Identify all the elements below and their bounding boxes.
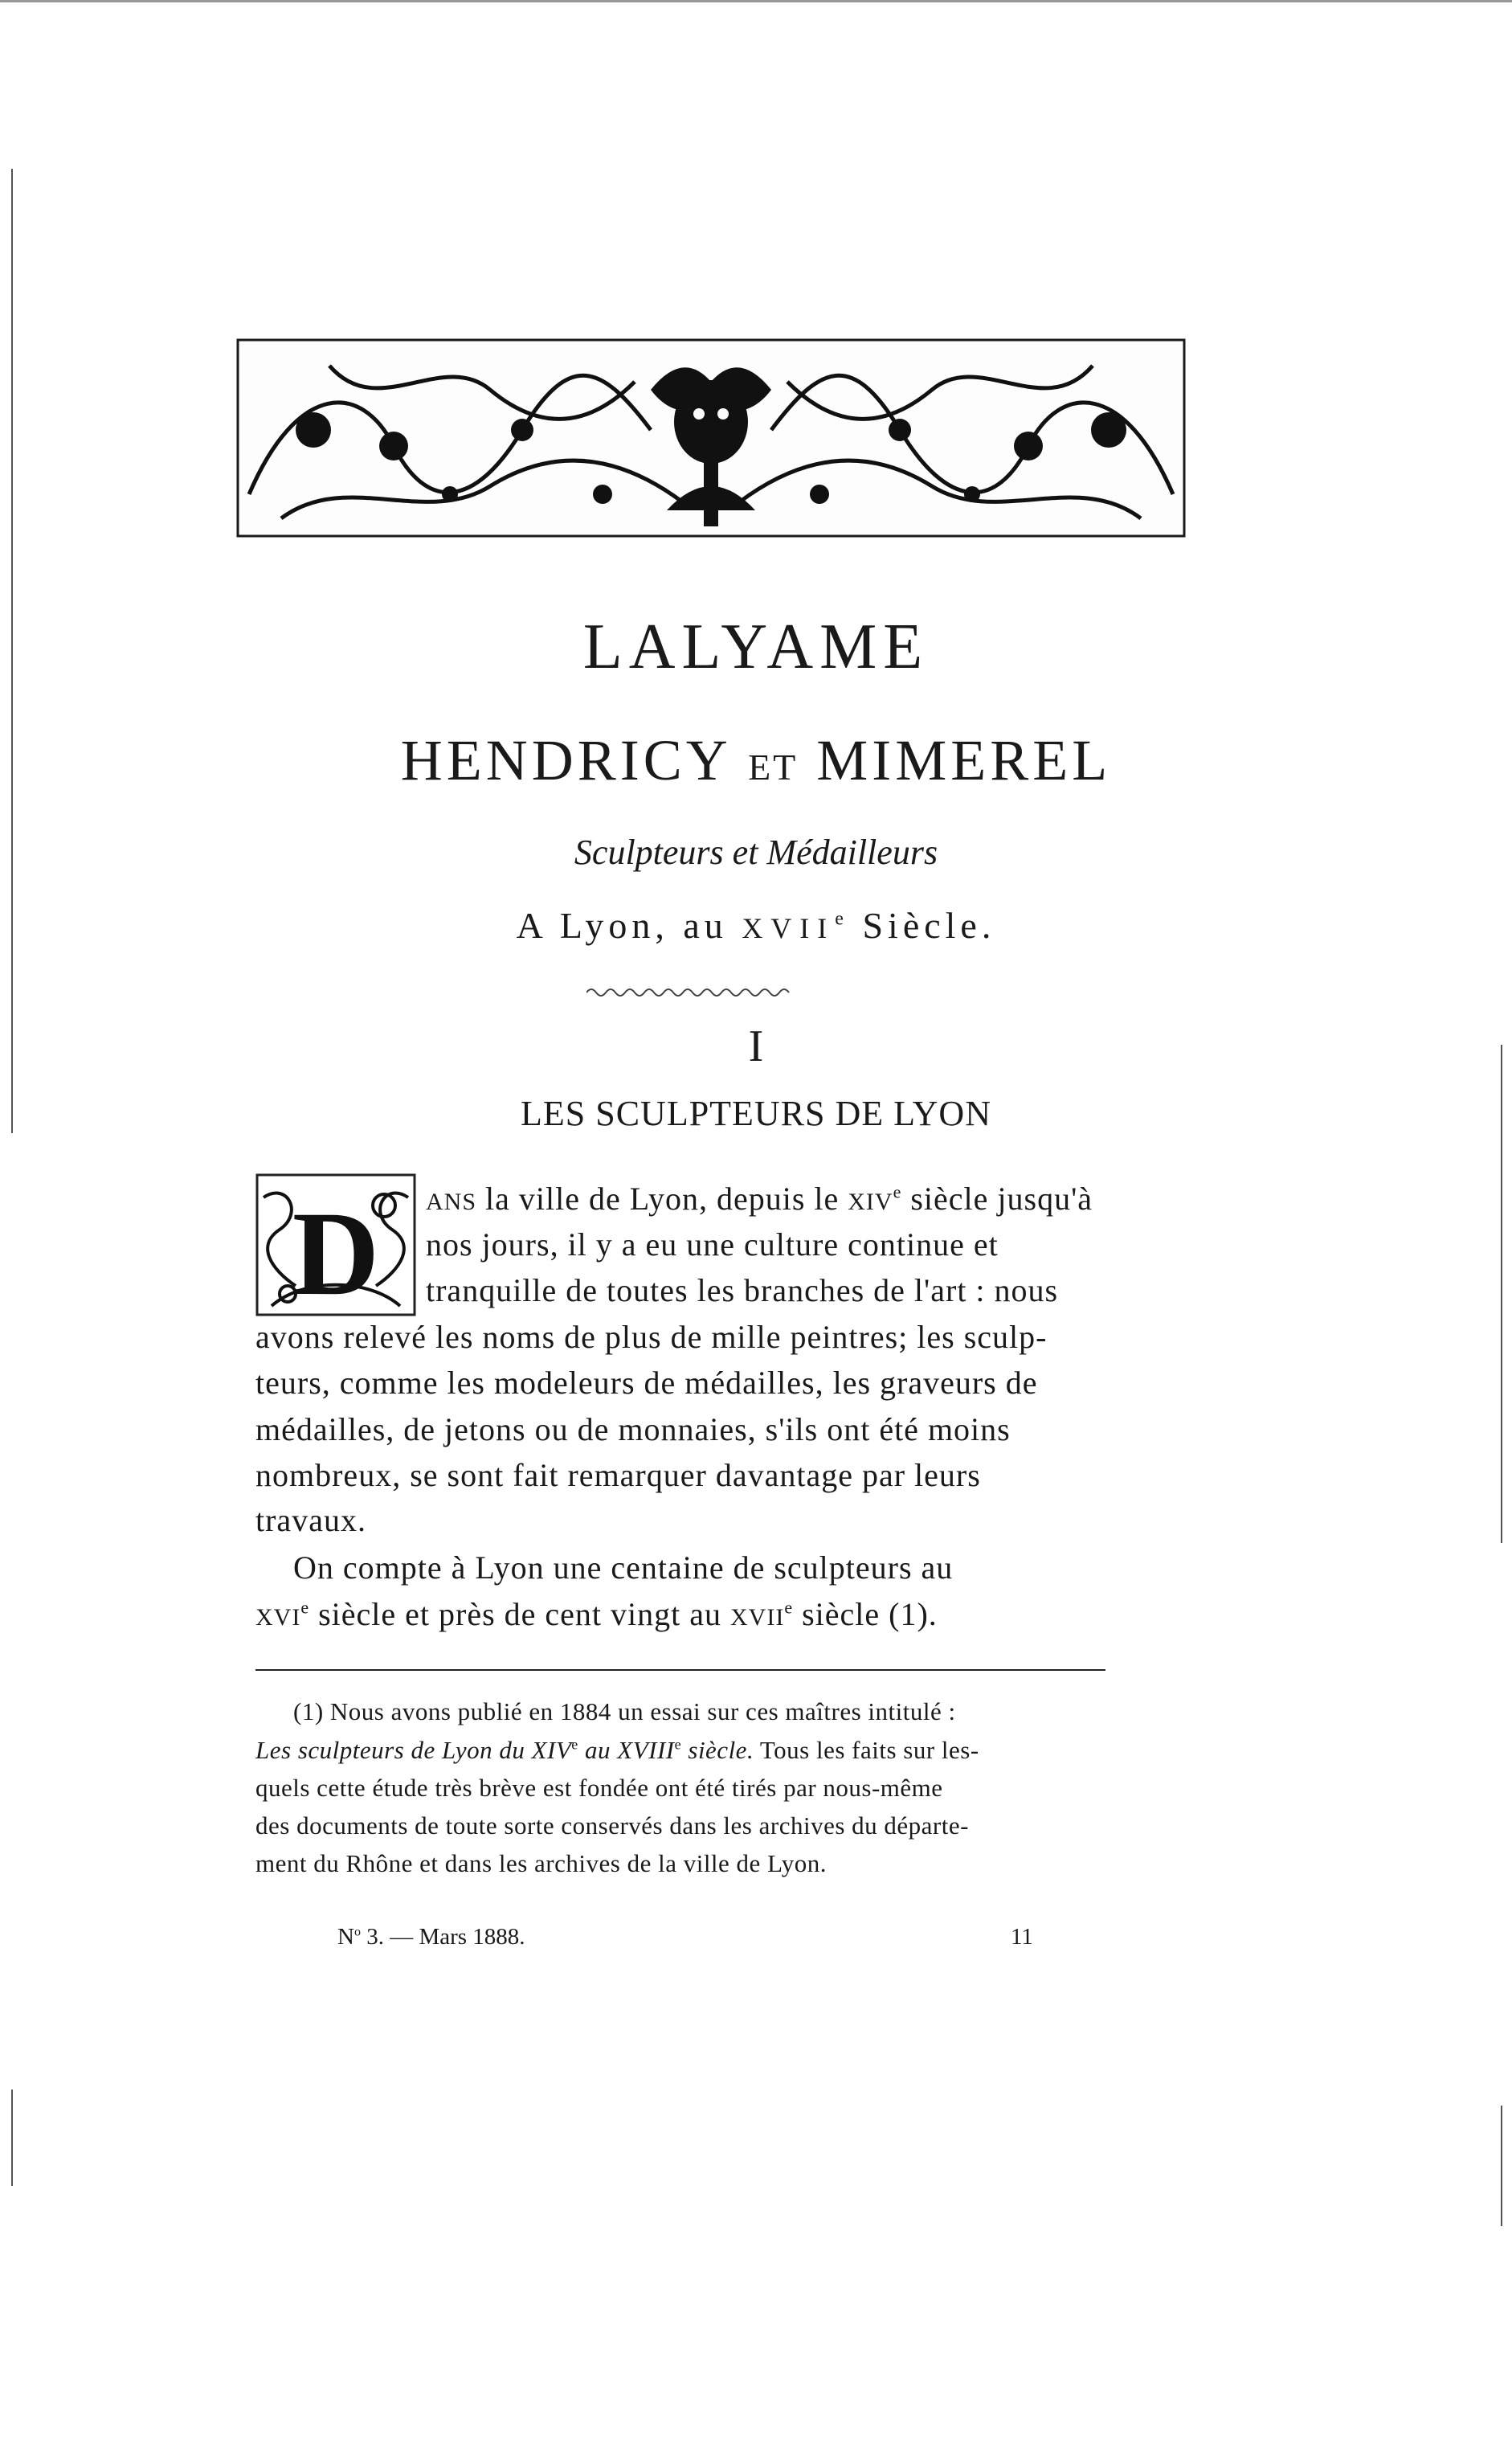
text-span: siècle jusqu'à <box>901 1181 1093 1217</box>
body-line-8: travaux. <box>255 1502 366 1538</box>
section-title: LES SCULPTEURS DE LYON <box>521 1094 991 1133</box>
body-line-2: nos jours, il y a eu une culture continue et <box>426 1226 999 1263</box>
century-superscript: e <box>835 908 848 930</box>
century-word: Siècle. <box>862 905 996 946</box>
superscript: e <box>893 1181 902 1202</box>
name-mimerel: MIMEREL <box>816 728 1112 792</box>
section-number: I <box>748 1021 764 1071</box>
name-hendricy: HENDRICY <box>400 728 730 792</box>
body-line-9: On compte à Lyon une centaine de sculpteurs au <box>293 1549 954 1586</box>
footnote-line-5: ment du Rhône et dans les archives de la ville de Lyon. <box>255 1849 828 1877</box>
issue-line <box>337 1924 525 1950</box>
body-line-1 <box>426 1180 1093 1218</box>
superscript: e <box>571 1736 578 1753</box>
text-span: Tous les faits sur les- <box>754 1736 979 1764</box>
article-title: LALYAME <box>582 612 930 682</box>
century-numeral: XVII <box>730 1604 785 1631</box>
century-numeral: XVI <box>255 1604 301 1631</box>
footnote-line-1: (1) Nous avons publié en 1884 un essai sur ces maîtres intitulé : <box>293 1697 956 1725</box>
scan-left-edge-lower <box>11 2089 13 2186</box>
body-line-3: tranquille de toutes les branches de l'art : nous <box>426 1272 1059 1308</box>
superscript: o <box>353 1925 361 1939</box>
place-text: A Lyon, au <box>516 905 728 946</box>
article-descriptor: Sculpteurs et Médailleurs <box>574 833 938 872</box>
body-line-7: nombreux, se sont fait remarquer davantage par leurs <box>255 1457 981 1493</box>
article-subtitle-names <box>0 727 1512 794</box>
text-span: N <box>337 1924 354 1950</box>
scan-top-edge <box>0 0 1512 2</box>
text-span: siècle et près de cent vingt au <box>309 1596 731 1632</box>
small-caps-ans: ANS <box>426 1189 477 1215</box>
footnote-line-2 <box>255 1736 979 1765</box>
century-numeral: XVII <box>742 912 836 944</box>
signature-mark: 11 <box>1011 1924 1033 1950</box>
footnote-line-4: des documents de toute sorte conservés dans les archives du départe- <box>255 1811 969 1840</box>
italic-title: Les sculpteurs de Lyon du XIV <box>255 1736 572 1764</box>
ornamental-headpiece-icon <box>233 334 1189 542</box>
text-span: siècle (1). <box>793 1596 938 1632</box>
text-span: 3. — Mars 1888. <box>360 1924 525 1950</box>
conjunction-et: ET <box>748 747 799 788</box>
dropcap-letter: D <box>292 1187 380 1316</box>
italic-title: au XVIII <box>578 1736 675 1764</box>
body-line-5: teurs, comme les modeleurs de médailles, les graveurs de <box>255 1365 1038 1401</box>
superscript: e <box>300 1597 310 1618</box>
century-numeral: XIV <box>848 1189 893 1215</box>
body-line-10 <box>255 1595 938 1633</box>
footnote-line-3: quels cette étude très brève est fondée ont été tirés par nous-même <box>255 1774 943 1802</box>
italic-title: siècle. <box>681 1736 754 1764</box>
text-span: la ville de Lyon, depuis le <box>476 1181 848 1217</box>
wavy-divider <box>586 984 795 1001</box>
superscript: e <box>674 1736 682 1753</box>
scan-right-edge-lower <box>1501 2106 1502 2226</box>
body-line-6: médailles, de jetons ou de monnaies, s'ils ont été moins <box>255 1411 1011 1447</box>
footnote-divider <box>255 1669 1105 1671</box>
place-and-period <box>0 904 1512 947</box>
body-line-4: avons relevé les noms de plus de mille peintres; les sculp- <box>255 1319 1048 1355</box>
ornate-initial-d-icon <box>255 1173 416 1316</box>
superscript: e <box>784 1597 794 1618</box>
